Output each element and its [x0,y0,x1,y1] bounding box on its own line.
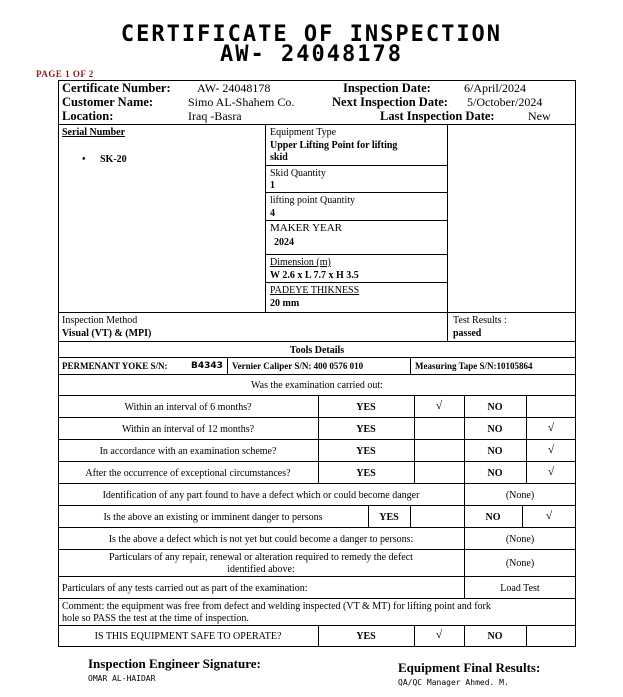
exam-row-no: NO [487,402,503,413]
next-date-value: 5/October/2024 [467,95,543,109]
customer-value: Simo AL-Shahem Co. [188,95,295,109]
repair-label-line2: identified above: [227,564,295,575]
padeye-thickness-value: 20 mm [270,298,300,309]
exam-row-no-check-icon: √ [547,422,555,434]
serial-bullet: • [82,154,86,165]
defect-identification-label: Identification of any part found to have a defect which or could become danger [102,490,420,501]
repair-label-line1: Particulars of any repair, renewal or alteration required to remedy the defect [109,552,413,563]
last-date-value: New [528,109,551,123]
tests-value: Load Test [500,583,540,594]
lifting-point-quantity-label: lifting point Quantity [270,195,355,206]
potential-danger-label: Is the above a defect which is not yet but could become a danger to persons: [108,534,414,545]
safe-no: NO [487,631,503,642]
equipment-type-label: Equipment Type [270,127,337,138]
danger-label: Is the above an existing or imminent danger to persons [103,512,323,523]
exam-row-no: NO [487,446,503,457]
yoke-value: B4343 [191,361,223,371]
serial-number-value: SK-20 [100,154,127,165]
skid-quantity-label: Skid Quantity [270,168,326,179]
exam-row-no-check-icon: √ [547,444,555,456]
inspection-date-label: Inspection Date: [343,81,431,95]
next-date-label: Next Inspection Date: [332,95,448,109]
last-date-label: Last Inspection Date: [380,109,495,123]
inspection-method-value: Visual (VT) & (MPI) [62,328,152,339]
exam-row-label: Within an interval of 12 months? [121,424,255,435]
test-results-label: Test Results : [453,315,507,326]
comment-line2: hole so PASS the test at the time of inspection. [62,613,249,624]
exam-row-no-check-icon: √ [547,466,555,478]
exam-row-yes: YES [356,468,376,479]
exam-row-yes-check-icon: √ [435,400,443,412]
equipment-type-value-2: skid [270,152,288,163]
exam-row-yes: YES [356,424,376,435]
comment-line1: Comment: the equipment was free from defect and welding inspected (VT & MT) for lifting point and fork [62,601,491,612]
serial-number-label: Serial Number [62,127,126,138]
final-results-label: Equipment Final Results: [398,660,541,675]
cert-number-value: AW- 24048178 [197,81,271,95]
safe-to-operate-label: IS THIS EQUIPMENT SAFE TO OPERATE? [94,631,282,642]
lifting-point-quantity-value: 4 [270,208,275,219]
dimension-value: W 2.6 x L 7.7 x H 3.5 [270,270,359,281]
yoke-label: PERMENANT YOKE S/N: [62,361,168,371]
customer-label: Customer Name: [62,95,154,109]
exam-question: Was the examination carried out: [251,380,383,391]
measuring-tape-info: Measuring Tape S/N:10105864 [415,361,533,371]
safe-yes: YES [356,631,376,642]
defect-identification-value: (None) [505,490,535,501]
cert-number-label: Certificate Number: [62,81,171,95]
location-label: Location: [62,109,114,123]
tests-label: Particulars of any tests carried out as part of the examination: [62,583,308,594]
manager-signature: QA/QC Manager Ahmed. M. [398,678,509,687]
maker-year-label: MAKER YEAR [270,222,343,234]
exam-row-label: In accordance with an examination scheme? [99,446,277,457]
safe-yes-check-icon: √ [435,629,443,641]
danger-no-check-icon: √ [545,510,553,522]
inspection-date-value: 6/April/2024 [464,81,526,95]
danger-yes: YES [379,512,399,523]
exam-row-no: NO [487,468,503,479]
padeye-thickness-label: PADEYE THIKNESS [270,285,360,296]
certificate-title: CERTIFICATE OF INSPECTION [120,22,503,47]
test-results-value: passed [453,328,482,339]
location-value: Iraq -Basra [188,109,242,123]
tools-details-header: Tools Details [289,345,345,356]
exam-row-yes: YES [356,446,376,457]
certificate-number-title: AW- 24048178 [220,42,403,67]
exam-row-label: Within an interval of 6 months? [124,402,252,413]
maker-year-value: 2024 [274,237,294,248]
equipment-type-value-1: Upper Lifting Point for lifting [270,140,398,151]
inspection-method-label: Inspection Method [62,315,138,326]
potential-danger-value: (None) [505,534,535,545]
caliper-info: Vernier Caliper S/N: 400 0576 010 [232,361,364,371]
exam-row-yes: YES [356,402,376,413]
dimension-label: Dimension (m) [270,257,331,268]
repair-value: (None) [505,558,535,569]
page-label: PAGE 1 OF 2 [36,69,94,79]
exam-row-label: After the occurrence of exceptional circumstances? [85,468,291,479]
skid-quantity-value: 1 [270,180,275,191]
exam-row-no: NO [487,424,503,435]
engineer-signature-label: Inspection Engineer Signature: [88,656,261,671]
danger-no: NO [485,512,501,523]
engineer-signature: OMAR AL-HAIDAR [88,674,156,683]
